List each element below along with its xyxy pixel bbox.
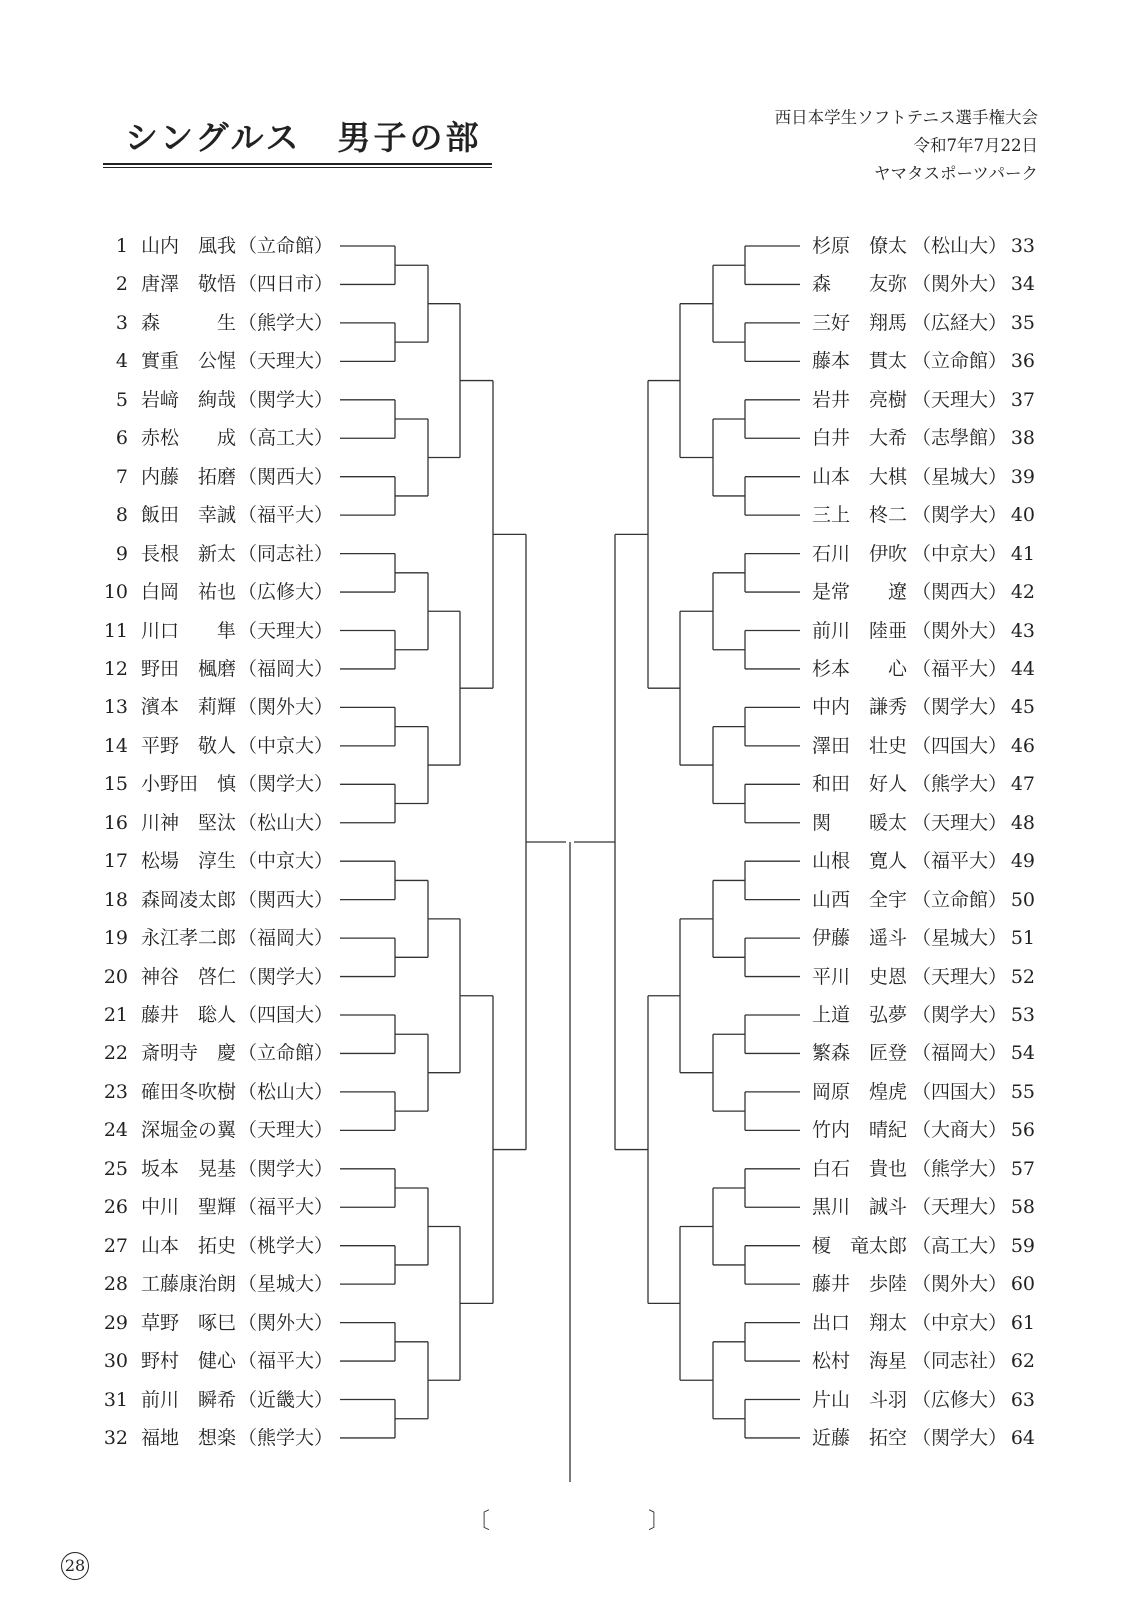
player-number: 51 <box>1010 927 1035 950</box>
player-number: 61 <box>1010 1311 1035 1334</box>
player-school: （天理大） <box>238 350 334 373</box>
player-name: 松村 海星 <box>812 1350 908 1373</box>
player-name: 中川 聖輝 <box>141 1196 237 1219</box>
player-number: 27 <box>103 1234 128 1257</box>
player-number: 54 <box>1010 1042 1035 1065</box>
player-school: （関学大） <box>912 504 1008 527</box>
player-number: 64 <box>1010 1426 1035 1449</box>
player-name: 小野田 慎 <box>141 773 237 796</box>
player-school: （天理大） <box>238 1119 334 1142</box>
player-number: 39 <box>1010 465 1035 488</box>
player-name: 草野 啄巳 <box>141 1311 237 1334</box>
player-number: 55 <box>1010 1080 1035 1103</box>
player-number: 47 <box>1010 773 1035 796</box>
player-name: 野田 楓磨 <box>141 657 237 680</box>
player-school: （中京大） <box>912 1311 1008 1334</box>
player-school: （福岡大） <box>912 1042 1008 1065</box>
player-number: 42 <box>1010 581 1035 604</box>
tournament-name: 西日本学生ソフトテニス選手権大会 <box>774 108 1038 127</box>
player-name: 近藤 拓空 <box>812 1426 908 1449</box>
player-number: 32 <box>103 1426 128 1449</box>
player-name: 榎 竜太郎 <box>812 1234 908 1257</box>
player-school: （天理大） <box>238 619 334 642</box>
player-number: 31 <box>103 1388 128 1411</box>
player-name: 山西 全宇 <box>812 888 908 911</box>
player-name: 山本 拓史 <box>141 1234 237 1257</box>
player-school: （熊学大） <box>912 773 1008 796</box>
player-number: 33 <box>1010 235 1035 257</box>
winner-bracket-open: 〔 <box>468 1509 491 1534</box>
player-school: （大商大） <box>912 1119 1008 1142</box>
player-school: （関学大） <box>912 1426 1008 1449</box>
player-name: 杉原 僚太 <box>812 235 908 257</box>
player-name: 和田 好人 <box>812 773 908 796</box>
player-school: （福平大） <box>238 504 334 527</box>
player-name: 深堀金の翼 <box>141 1119 237 1142</box>
player-school: （福平大） <box>912 657 1008 680</box>
player-number: 63 <box>1010 1388 1035 1411</box>
player-name: 前川 瞬希 <box>141 1388 237 1411</box>
winner-bracket-close: 〕 <box>648 1509 671 1534</box>
player-school: （中京大） <box>238 734 334 757</box>
player-name: 實重 公惺 <box>141 350 237 373</box>
player-school: （天理大） <box>912 388 1008 411</box>
player-name: 長根 新太 <box>141 542 237 565</box>
player-name: 前川 陸亜 <box>812 619 908 642</box>
player-school: （関外大） <box>238 696 334 719</box>
player-school: （広修大） <box>238 581 334 604</box>
player-name: 藤井 歩陸 <box>812 1273 908 1296</box>
player-name: 森 友弥 <box>812 273 908 296</box>
player-school: （四日市） <box>238 273 334 296</box>
player-name: 永江孝二郎 <box>141 927 237 950</box>
player-school: （高工大） <box>238 427 334 450</box>
player-number: 62 <box>1010 1350 1035 1373</box>
player-name: 山本 大棋 <box>812 465 908 488</box>
page-number: 28 <box>61 1552 89 1580</box>
player-number: 56 <box>1010 1119 1035 1142</box>
player-name: 藤井 聡人 <box>141 1004 237 1026</box>
player-number: 19 <box>103 927 128 950</box>
player-number: 15 <box>103 773 128 796</box>
player-school: （天理大） <box>912 811 1008 834</box>
player-number: 4 <box>115 350 128 373</box>
player-name: 片山 斗羽 <box>812 1388 908 1411</box>
player-name: 平野 敬人 <box>141 734 237 757</box>
player-name: 白岡 祐也 <box>141 581 237 604</box>
player-school: （中京大） <box>238 850 334 873</box>
tournament-venue: ヤマタスポーツパーク <box>873 164 1038 183</box>
player-name: 山根 寛人 <box>812 850 908 873</box>
player-number: 24 <box>103 1119 128 1142</box>
player-number: 60 <box>1010 1273 1035 1296</box>
player-name: 山内 風我 <box>141 235 237 257</box>
player-school: （桃学大） <box>238 1234 334 1257</box>
player-name: 平川 史恩 <box>812 965 908 988</box>
player-number: 16 <box>103 811 128 834</box>
player-name: 飯田 幸誠 <box>141 504 237 527</box>
player-name: 福地 想楽 <box>141 1426 237 1449</box>
player-number: 48 <box>1010 811 1035 834</box>
player-name: 野村 健心 <box>141 1350 237 1373</box>
player-name: 白石 貴也 <box>812 1157 908 1180</box>
player-number: 44 <box>1010 657 1035 680</box>
player-name: 中内 謙秀 <box>812 696 908 719</box>
player-school: （四国大） <box>912 734 1008 757</box>
player-school: （関西大） <box>238 465 334 488</box>
player-school: （関外大） <box>912 619 1008 642</box>
player-number: 37 <box>1010 388 1035 411</box>
player-school: （志學館） <box>912 427 1008 450</box>
player-number: 59 <box>1010 1234 1035 1257</box>
player-number: 2 <box>115 273 128 296</box>
player-number: 38 <box>1010 427 1035 450</box>
player-school: （関学大） <box>238 1157 334 1180</box>
player-school: （高工大） <box>912 1234 1008 1257</box>
player-school: （熊学大） <box>912 1157 1008 1180</box>
player-name: 藤本 貫太 <box>812 350 908 373</box>
player-school: （星城大） <box>912 465 1008 488</box>
player-school: （関学大） <box>912 1004 1008 1026</box>
player-school: （福岡大） <box>238 657 334 680</box>
player-name: 伊藤 遥斗 <box>812 927 908 950</box>
player-name: 確田冬吹樹 <box>141 1080 237 1103</box>
player-name: 岡原 煌虎 <box>812 1080 908 1103</box>
player-number: 9 <box>115 542 128 565</box>
player-number: 49 <box>1010 850 1035 873</box>
player-school: （関外大） <box>238 1311 334 1334</box>
player-name: 三上 柊二 <box>812 504 908 527</box>
player-number: 29 <box>103 1311 128 1334</box>
player-name: 内藤 拓磨 <box>141 465 237 488</box>
player-school: （松山大） <box>238 1080 334 1103</box>
player-name: 出口 翔太 <box>812 1311 908 1334</box>
player-school: （四国大） <box>912 1080 1008 1103</box>
player-school: （関学大） <box>238 388 334 411</box>
player-name: 工藤康治朗 <box>141 1273 237 1296</box>
player-name: 松場 淳生 <box>141 850 237 873</box>
player-name: 関 暖太 <box>812 811 908 834</box>
player-number: 1 <box>115 235 128 257</box>
player-name: 三好 翔馬 <box>812 311 908 334</box>
player-school: （関学大） <box>238 773 334 796</box>
player-number: 58 <box>1010 1196 1035 1219</box>
player-school: （星城大） <box>912 927 1008 950</box>
player-school: （近畿大） <box>238 1388 334 1411</box>
player-number: 8 <box>115 504 128 527</box>
player-number: 14 <box>103 734 128 757</box>
player-number: 13 <box>103 696 128 719</box>
player-school: （星城大） <box>238 1273 334 1296</box>
player-school: （広修大） <box>912 1388 1008 1411</box>
player-school: （関学大） <box>912 696 1008 719</box>
player-name: 赤松 成 <box>141 427 237 450</box>
player-school: （熊学大） <box>238 1426 334 1449</box>
player-name: 竹内 晴紀 <box>812 1119 908 1142</box>
player-school: （関西大） <box>912 581 1008 604</box>
player-number: 5 <box>115 388 128 411</box>
player-number: 18 <box>103 888 128 911</box>
player-school: （広経大） <box>912 311 1008 334</box>
player-name: 川口 隼 <box>141 619 237 642</box>
player-school: （福平大） <box>912 850 1008 873</box>
player-number: 53 <box>1010 1004 1035 1026</box>
player-name: 森岡凌太郎 <box>141 888 237 911</box>
player-school: （松山大） <box>912 235 1008 257</box>
player-name: 杉本 心 <box>812 657 908 680</box>
player-number: 35 <box>1010 311 1035 334</box>
player-name: 是常 遼 <box>812 581 908 604</box>
player-school: （立命館） <box>238 235 334 257</box>
player-school: （関外大） <box>912 273 1008 296</box>
player-number: 21 <box>103 1004 128 1026</box>
player-school: （関西大） <box>238 888 334 911</box>
player-name: 斎明寺 慶 <box>141 1042 237 1065</box>
player-number: 22 <box>103 1042 128 1065</box>
player-school: （松山大） <box>238 811 334 834</box>
player-number: 40 <box>1010 504 1035 527</box>
player-school: （立命館） <box>912 350 1008 373</box>
player-number: 57 <box>1010 1157 1035 1180</box>
player-name: 森 生 <box>141 311 237 334</box>
player-school: （福岡大） <box>238 927 334 950</box>
player-school: （天理大） <box>912 965 1008 988</box>
player-school: （立命館） <box>912 888 1008 911</box>
player-name: 坂本 晃基 <box>141 1157 237 1180</box>
player-number: 10 <box>103 581 128 604</box>
player-number: 26 <box>103 1196 128 1219</box>
player-number: 17 <box>103 850 128 873</box>
player-number: 41 <box>1010 542 1035 565</box>
player-school: （熊学大） <box>238 311 334 334</box>
player-name: 黒川 誠斗 <box>812 1196 908 1219</box>
player-name: 川神 堅汰 <box>141 811 237 834</box>
player-school: （関外大） <box>912 1273 1008 1296</box>
player-number: 12 <box>103 657 128 680</box>
player-name: 神谷 啓仁 <box>141 965 237 988</box>
player-number: 34 <box>1010 273 1035 296</box>
player-number: 50 <box>1010 888 1035 911</box>
player-number: 25 <box>103 1157 128 1180</box>
player-name: 濱本 莉輝 <box>141 696 237 719</box>
player-number: 43 <box>1010 619 1035 642</box>
player-school: （立命館） <box>238 1042 334 1065</box>
player-number: 52 <box>1010 965 1035 988</box>
player-school: （天理大） <box>912 1196 1008 1219</box>
player-number: 20 <box>103 965 128 988</box>
player-school: （福平大） <box>238 1196 334 1219</box>
player-name: 繁森 匠登 <box>812 1042 908 1065</box>
tournament-date: 令和7年7月22日 <box>913 136 1038 155</box>
player-name: 澤田 壮史 <box>812 734 908 757</box>
player-name: 上道 弘夢 <box>812 1004 908 1026</box>
player-name: 岩井 亮樹 <box>812 388 908 411</box>
player-school: （関学大） <box>238 965 334 988</box>
player-school: （中京大） <box>912 542 1008 565</box>
player-number: 46 <box>1010 734 1035 757</box>
player-number: 45 <box>1010 696 1035 719</box>
page-title: シングルス 男子の部 <box>125 118 482 157</box>
player-number: 23 <box>103 1080 128 1103</box>
player-number: 3 <box>115 311 128 334</box>
player-name: 岩﨑 絢哉 <box>141 388 237 411</box>
player-number: 6 <box>115 427 128 450</box>
player-number: 36 <box>1010 350 1035 373</box>
player-school: （同志社） <box>238 542 334 565</box>
player-school: （四国大） <box>238 1004 334 1026</box>
player-school: （福平大） <box>238 1350 334 1373</box>
player-number: 30 <box>103 1350 128 1373</box>
player-number: 28 <box>103 1273 128 1296</box>
player-number: 7 <box>115 465 128 488</box>
player-name: 唐澤 敬悟 <box>141 273 237 296</box>
player-name: 白井 大希 <box>812 427 908 450</box>
player-name: 石川 伊吹 <box>812 542 908 565</box>
player-school: （同志社） <box>912 1350 1008 1373</box>
player-number: 11 <box>103 619 128 642</box>
